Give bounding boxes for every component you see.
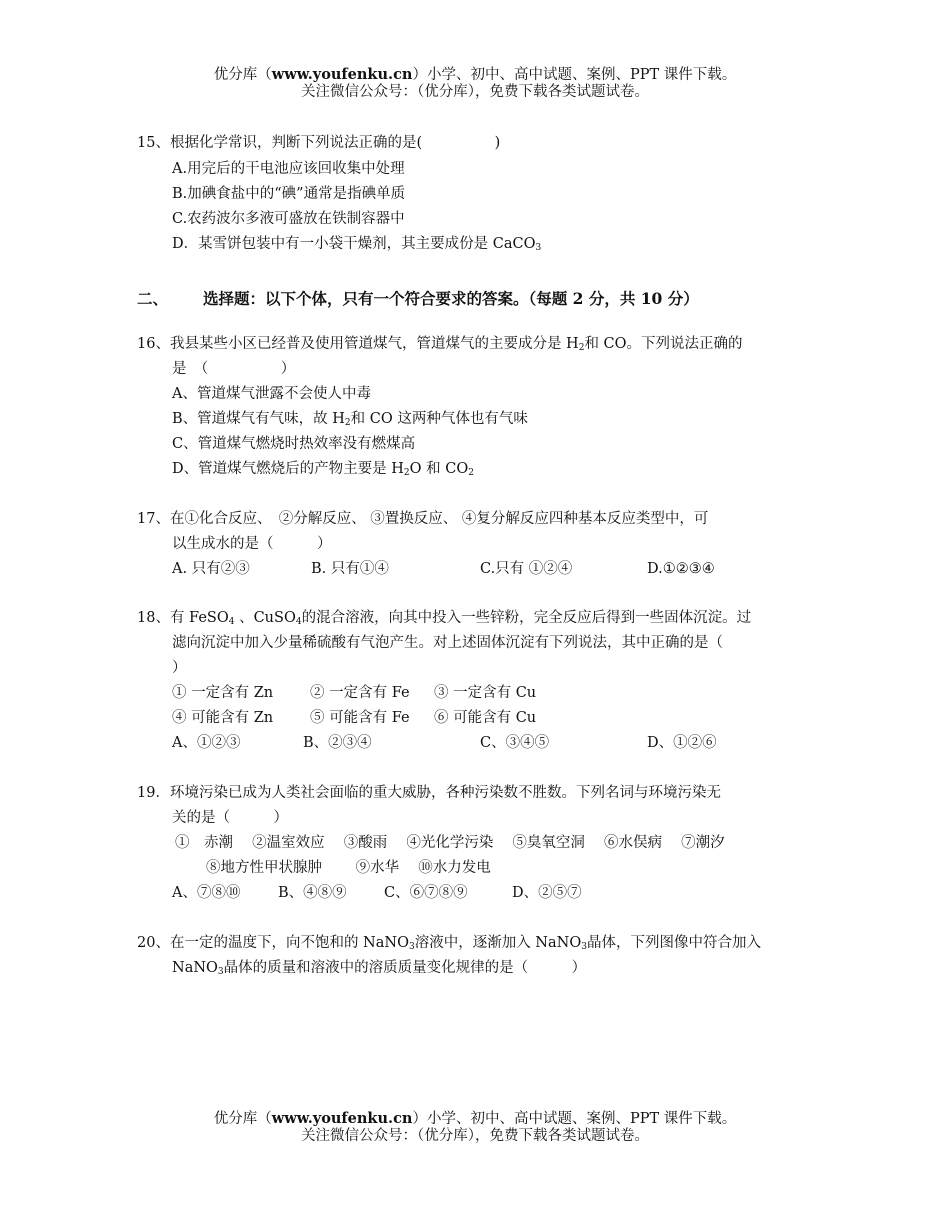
q18-statement-4: ④ 可能含有 Zn: [172, 710, 274, 726]
q17-stem-line-2: 以生成水的是（ ）: [172, 536, 332, 552]
q18-statement-6: ⑥ 可能含有 Cu: [434, 710, 537, 726]
q15-option-d: D．某雪饼包装中有一小袋干燥剂，其主要成份是 CaCO$_3$: [172, 236, 542, 253]
section-2-number: 二、: [137, 289, 169, 308]
q19-terms-line-2: ⑧地方性甲状腺肿 ⑨水华 ⑩水力发电: [206, 860, 491, 876]
q18-option-a: A、①②③: [172, 735, 241, 751]
footer-line-2: 关注微信公众号：（优分库），免费下载各类试题试卷。: [301, 1128, 649, 1144]
q19-terms-line-1: ① 赤潮 ②温室效应 ③酸雨 ④光化学污染 ⑤臭氧空洞 ⑥水俣病 ⑦潮汐: [175, 835, 725, 851]
q18-option-c: C、③④⑤: [480, 735, 550, 751]
footer-site-url[interactable]: www.youfenku.cn: [271, 1110, 413, 1127]
q19-option-d: D、②⑤⑦: [512, 885, 582, 901]
q18-stem-line-3: ）: [172, 660, 187, 676]
q17-stem-line-1: 17、在①化合反应、 ②分解反应、 ③置换反应、 ④复分解反应四种基本反应类型中，可: [137, 511, 709, 527]
q17-option-c: C.只有 ①②④: [480, 561, 573, 577]
q20-stem-line-2: NaNO$_3$晶体的质量和溶液中的溶质质量变化规律的是（ ）: [172, 960, 587, 977]
q18-statement-3: ③ 一定含有 Cu: [434, 685, 537, 701]
q15-stem: 15、根据化学常识，判断下列说法正确的是( ): [137, 135, 501, 151]
q19-stem-line-2: 关的是（ ）: [172, 810, 288, 826]
q18-statement-1: ① 一定含有 Zn: [172, 685, 274, 701]
q18-statement-5: ⑤ 可能含有 Fe: [310, 710, 410, 726]
footer-line-1: 优分库（www.youfenku.cn）小学、初中、高中试题、案例、PPT 课件下载。: [213, 1110, 737, 1127]
q17-option-d: D.①②③④: [647, 561, 715, 577]
q15-option-c: C.农药波尔多液可盛放在铁制容器中: [172, 211, 405, 227]
q16-option-b: B、管道煤气有气味，故 $H_2$和 CO 这两种气体也有气味: [172, 411, 528, 428]
header-line-1: 优分库（www.youfenku.cn）小学、初中、高中试题、案例、PPT 课件下载。: [213, 66, 737, 83]
q15-option-a: A.用完后的干电池应该回收集中处理: [172, 161, 405, 177]
q16-stem-line-1: 16、我县某些小区已经普及使用管道煤气，管道煤气的主要成分是 $H_2$和 CO。下列说法正确的: [137, 336, 743, 353]
q17-option-a: A. 只有②③: [172, 561, 250, 577]
q18-stem-line-2: 滤向沉淀中加入少量稀硫酸有气泡产生。对上述固体沉淀有下列说法，其中正确的是（: [172, 635, 723, 651]
q18-stem-line-1: 18、有 FeSO$_4$ 、CuSO$_4$的混合溶液，向其中投入一些锌粉，完全反应后得到一些固体沉淀。过: [137, 610, 752, 627]
page-footer-bottom: [0, 1110, 950, 1145]
q16-option-c: C、管道煤气燃烧时热效率没有燃煤高: [172, 436, 416, 452]
q19-stem-line-1: 19．环境污染已成为人类社会面临的重大威胁，各种污染数不胜数。下列名词与环境污染无: [137, 785, 721, 801]
header-line-2: 关注微信公众号：（优分库），免费下载各类试题试卷。: [301, 84, 649, 100]
header-site-url[interactable]: www.youfenku.cn: [271, 66, 413, 83]
page-header-top: [0, 66, 950, 101]
q16-option-a: A、管道煤气泄露不会使人中毒: [172, 386, 371, 402]
section-2-title: 选择题：以下个体，只有一个符合要求的答案。（每题 2 分，共 10 分）: [203, 289, 699, 308]
q18-option-d: D、①②⑥: [647, 735, 717, 751]
q18-option-b: B、②③④: [303, 735, 372, 751]
q15-option-b: B.加碘食盐中的“碘”通常是指碘单质: [172, 186, 406, 202]
q19-option-b: B、④⑧⑨: [278, 885, 347, 901]
q17-option-b: B. 只有①④: [311, 561, 389, 577]
q20-stem-line-1: 20、在一定的温度下，向不饱和的 NaNO$_3$溶液中，逐渐加入 NaNO$_3$晶体，下列图像中符合加入: [137, 935, 761, 952]
q16-option-d: D、管道煤气燃烧后的产物主要是 $H_2O$ 和 $CO_2$: [172, 461, 474, 478]
q18-statement-2: ② 一定含有 Fe: [310, 685, 410, 701]
q19-option-c: C、⑥⑦⑧⑨: [384, 885, 468, 901]
q19-option-a: A、⑦⑧⑩: [172, 885, 241, 901]
q16-stem-line-2: 是 （ ）: [172, 361, 296, 377]
